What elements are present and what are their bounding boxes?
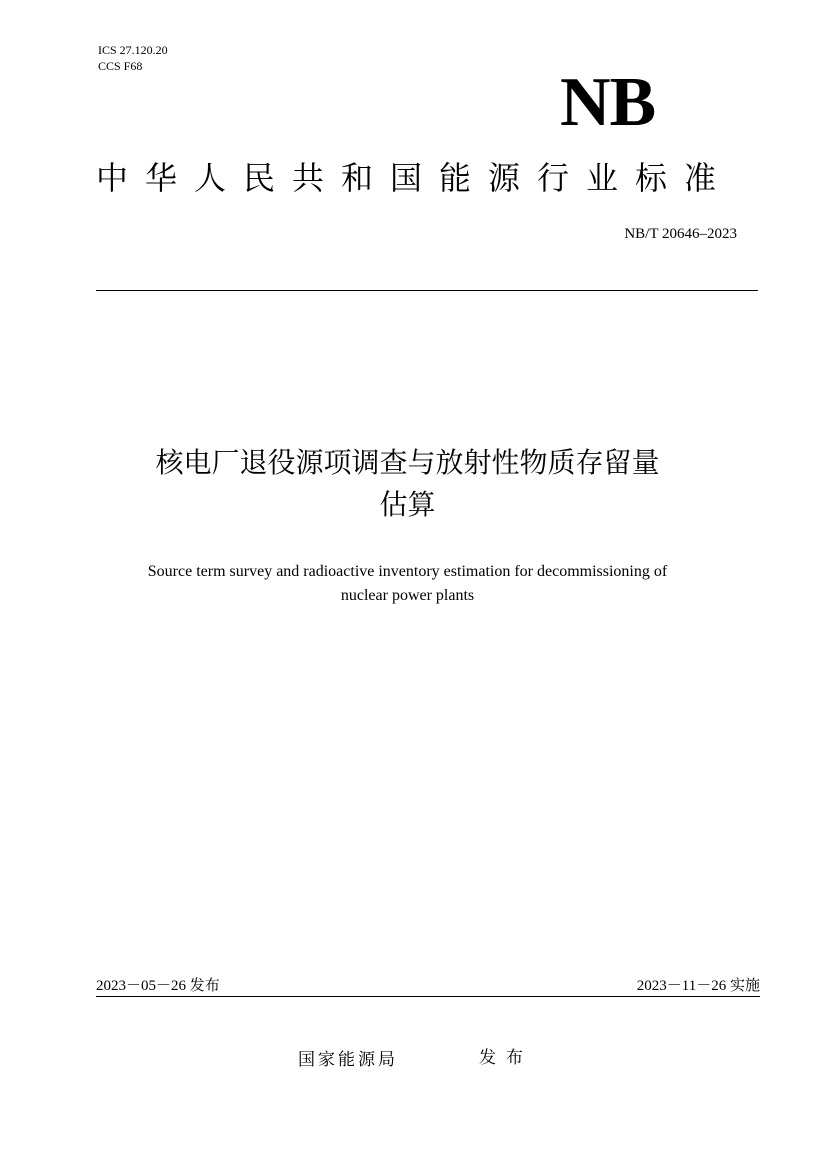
ccs-code: CCS F68 [98,59,143,73]
classification-codes [98,42,168,74]
english-title-line-1: Source term survey and radioactive inventory estimation for decommissioning of [147,563,668,580]
date-row [96,975,760,997]
header-divider [96,290,758,291]
chinese-title-line-1: 核电厂退役源项调查与放射性物质存留量 [155,446,660,479]
implement-date-group [637,975,760,996]
issue-date-group [96,975,220,996]
ics-code: ICS 27.120.20 [98,43,168,57]
issue-label: 发布 [189,976,220,994]
publisher-name: 国家能源局 [298,1050,398,1070]
implement-label: 实施 [729,976,760,994]
nb-logo: NB [560,64,656,141]
english-title-line-2: nuclear power plants [340,587,475,604]
standard-category-title: 中华人民共和国能源行业标准 [96,159,734,197]
issue-date: 2023－05－26 [96,978,187,994]
chinese-title-line-2: 估算 [379,488,436,521]
english-title [60,560,755,608]
publish-label: 发布 [479,1048,533,1068]
implement-date: 2023－11－26 [636,978,727,994]
date-divider [96,996,760,997]
standard-number: NB/T 20646–2023 [624,226,737,242]
chinese-title [40,442,775,526]
